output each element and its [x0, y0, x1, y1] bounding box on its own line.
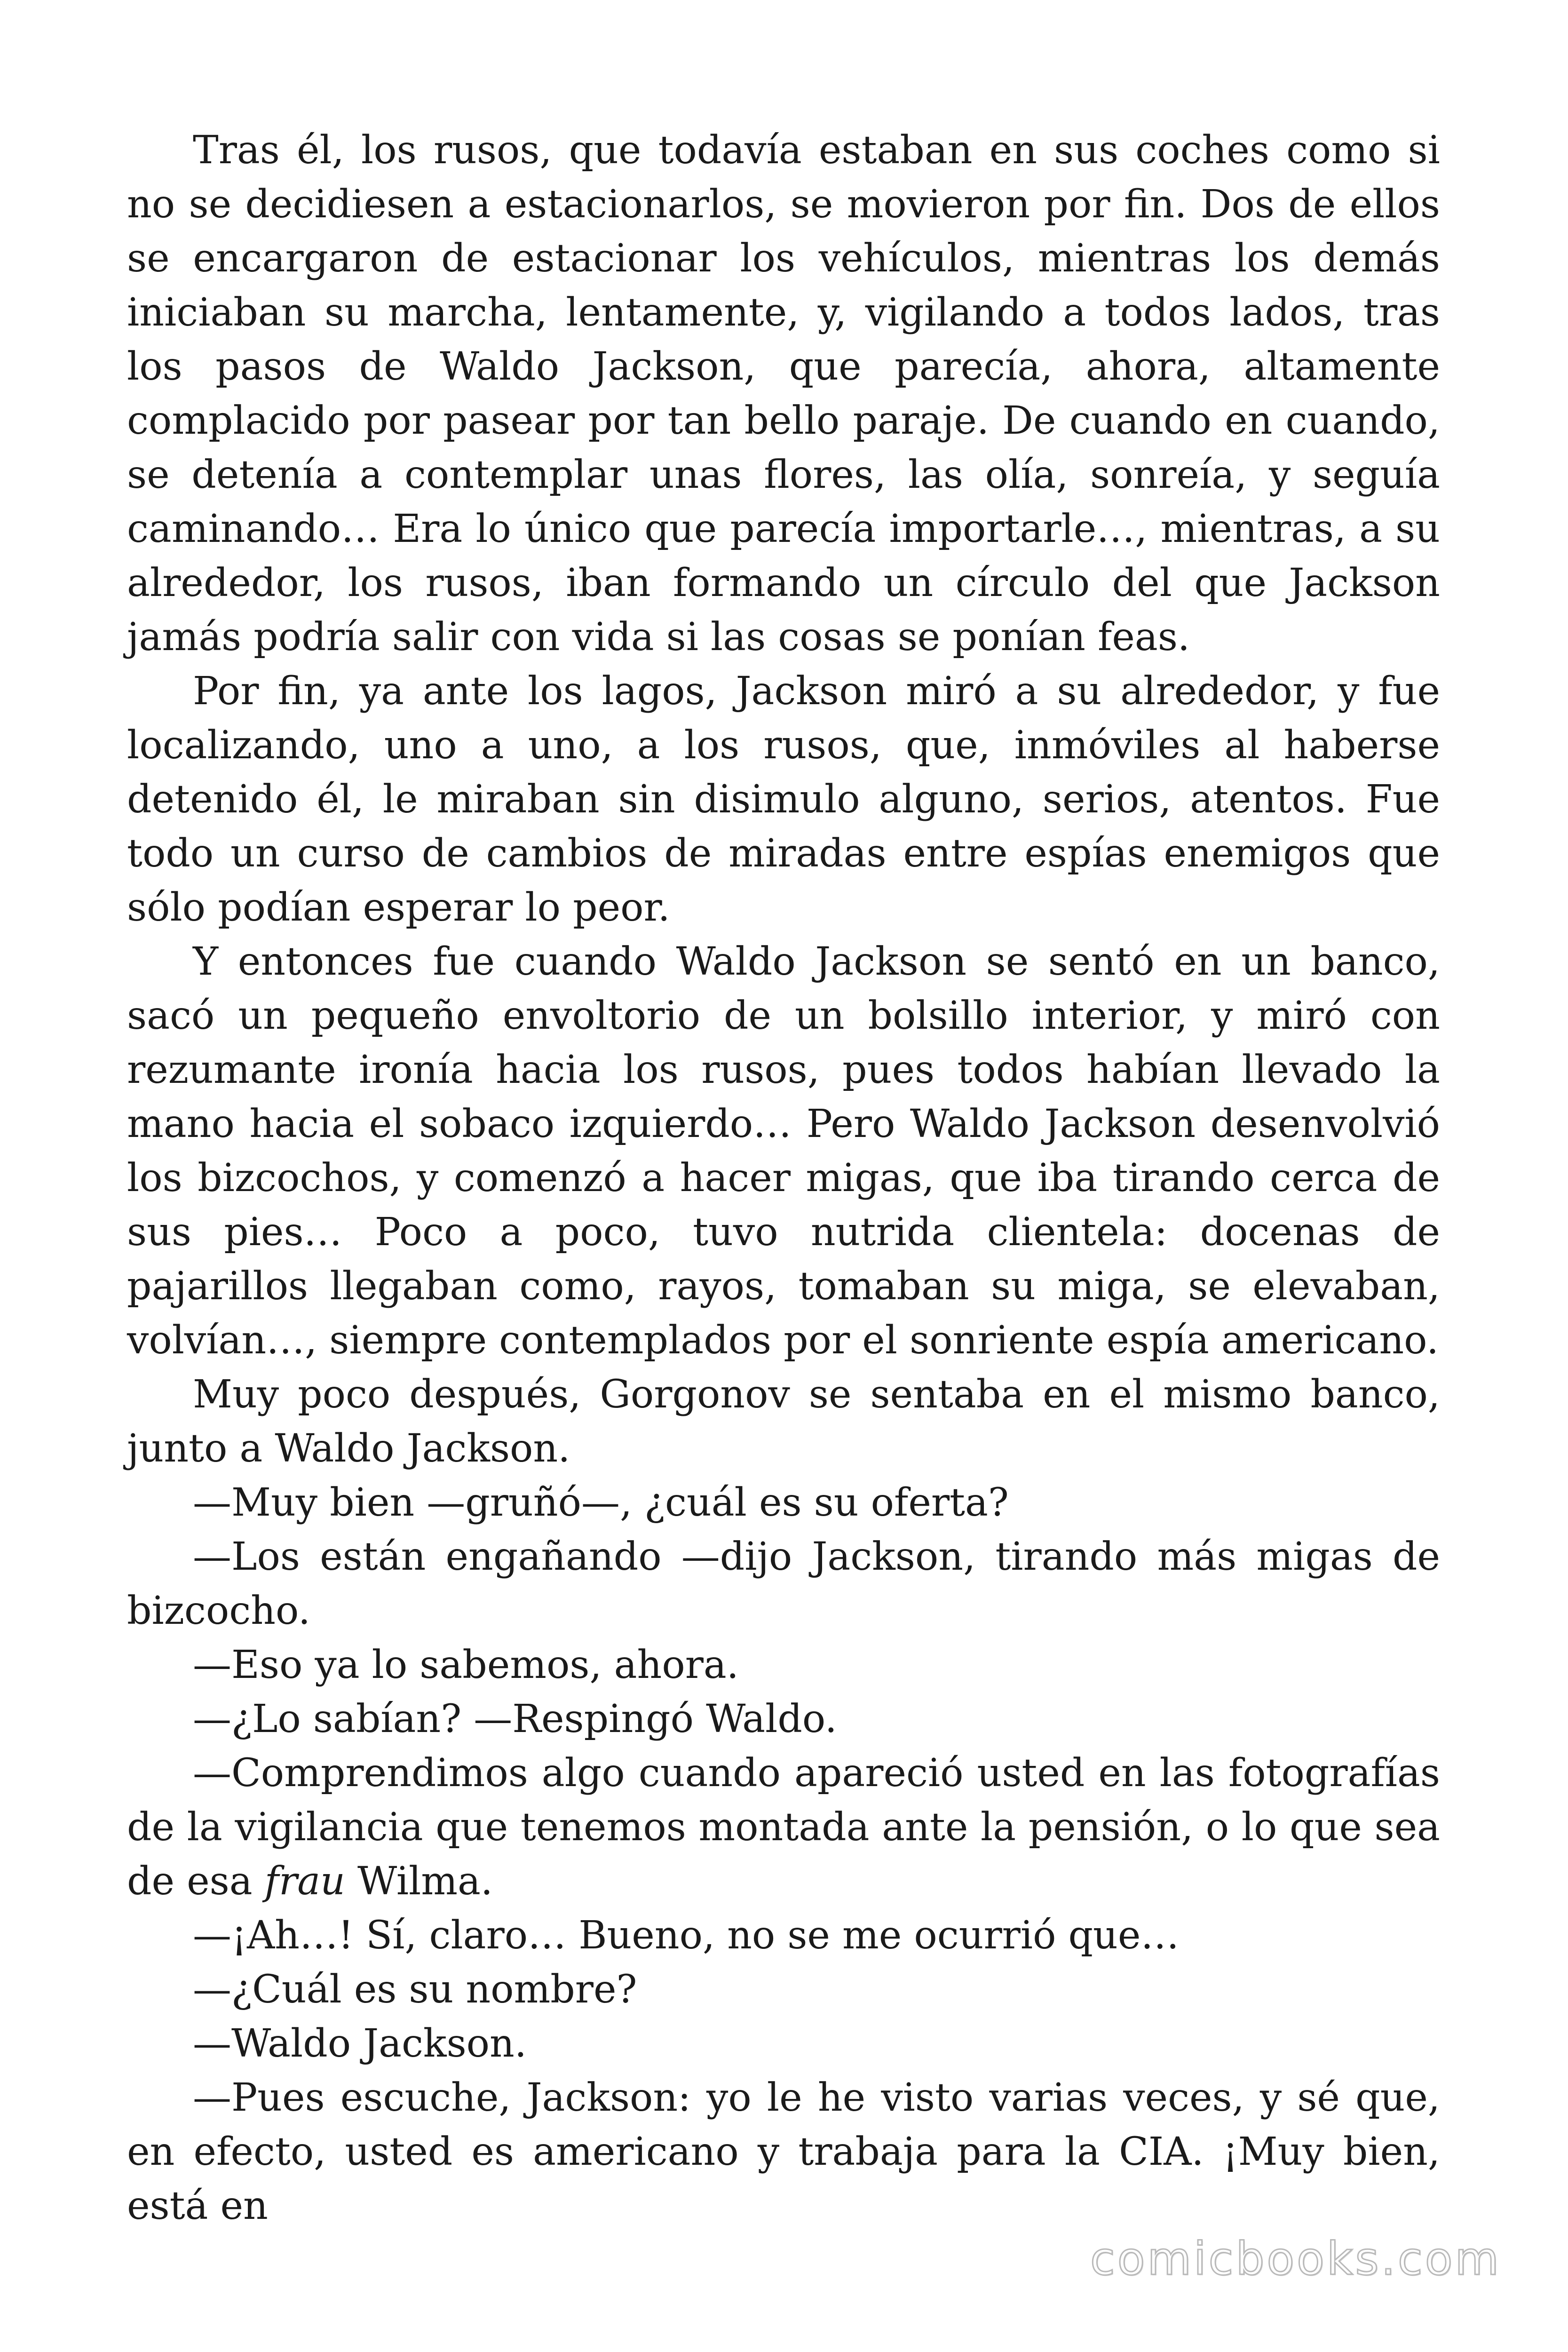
paragraph-1: Tras él, los rusos, que todavía estaban en sus coches como si no se decidiesen a estacionarlos, se movieron por fin. Dos de ellos se encargaron de estacionar los vehículos, mientras los demás iniciaban su marcha, lentamente, y, vigilando a todos lados, tras los pasos de Waldo Jackson, que parecía, ahora, altamente complacido por pasear por tan bello paraje. De cuando en cuando, se detenía a contemplar unas flores, las olía, sonreía, y seguía caminando… Era lo único que parecía importarle…, mientras, a su alrededor, los rusos, iban formando un círculo del que Jackson jamás podría salir con vida si las cosas se ponían feas. — [127, 128, 1440, 660]
paragraph-4: Muy poco después, Gorgonov se sentaba en el mismo banco, junto a Waldo Jackson. — [127, 1372, 1440, 1471]
dialogue-line-5-start: —Comprendimos algo cuando apareció usted en las fotografías de la vigilancia que tenemos montada ante la pensión, o lo que sea de esa — [127, 1751, 1440, 1904]
dialogue-line-4: —¿Lo sabían? —Respingó Waldo. — [193, 1697, 837, 1741]
book-page — [127, 123, 1440, 2233]
dialogue-line-8: —Waldo Jackson. — [193, 2021, 527, 2066]
paragraph-3: Y entonces fue cuando Waldo Jackson se sentó en un banco, sacó un pequeño envoltorio de un bolsillo interior, y miró con rezumante ironía hacia los rusos, pues todos habían llevado la mano hacia el sobaco izquierdo… Pero Waldo Jackson desenvolvió los bizcochos, y comenzó a hacer migas, que iba tirando cerca de sus pies… Poco a poco, tuvo nutrida clientela: docenas de pajarillos llegaban como, rayos, tomaban su miga, se elevaban, volvían…, siempre contemplados por el sonriente espía americano. — [127, 939, 1440, 1363]
dialogue-line-6: —¡Ah…! Sí, claro… Bueno, no se me ocurrió que… — [193, 1913, 1180, 1958]
paragraph-2: Por fin, ya ante los lagos, Jackson miró a su alrededor, y fue localizando, uno a uno, a los rusos, que, inmóviles al haberse detenido él, le miraban sin disimulo alguno, serios, atentos. Fue todo un curso de cambios de miradas entre espías enemigos que sólo podían esperar lo peor. — [127, 669, 1440, 930]
dialogue-line-5 — [127, 1746, 1440, 1908]
dialogue-line-5-end: Wilma. — [345, 1859, 493, 1904]
dialogue-line-3: —Eso ya lo sabemos, ahora. — [193, 1643, 739, 1687]
dialogue-line-2: —Los están engañando —dijo Jackson, tirando más migas de bizcocho. — [127, 1534, 1440, 1633]
dialogue-line-7: —¿Cuál es su nombre? — [193, 1967, 637, 2012]
watermark-text: comicbooks.com — [1090, 2233, 1501, 2285]
dialogue-line-9: —Pues escuche, Jackson: yo le he visto varias veces, y sé que, en efecto, usted es americano y trabaja para la CIA. ¡Muy bien, está en — [127, 2075, 1440, 2228]
dialogue-line-1: —Muy bien —gruñó—, ¿cuál es su oferta? — [193, 1480, 1009, 1525]
emphasis-frau: frau — [264, 1859, 345, 1904]
